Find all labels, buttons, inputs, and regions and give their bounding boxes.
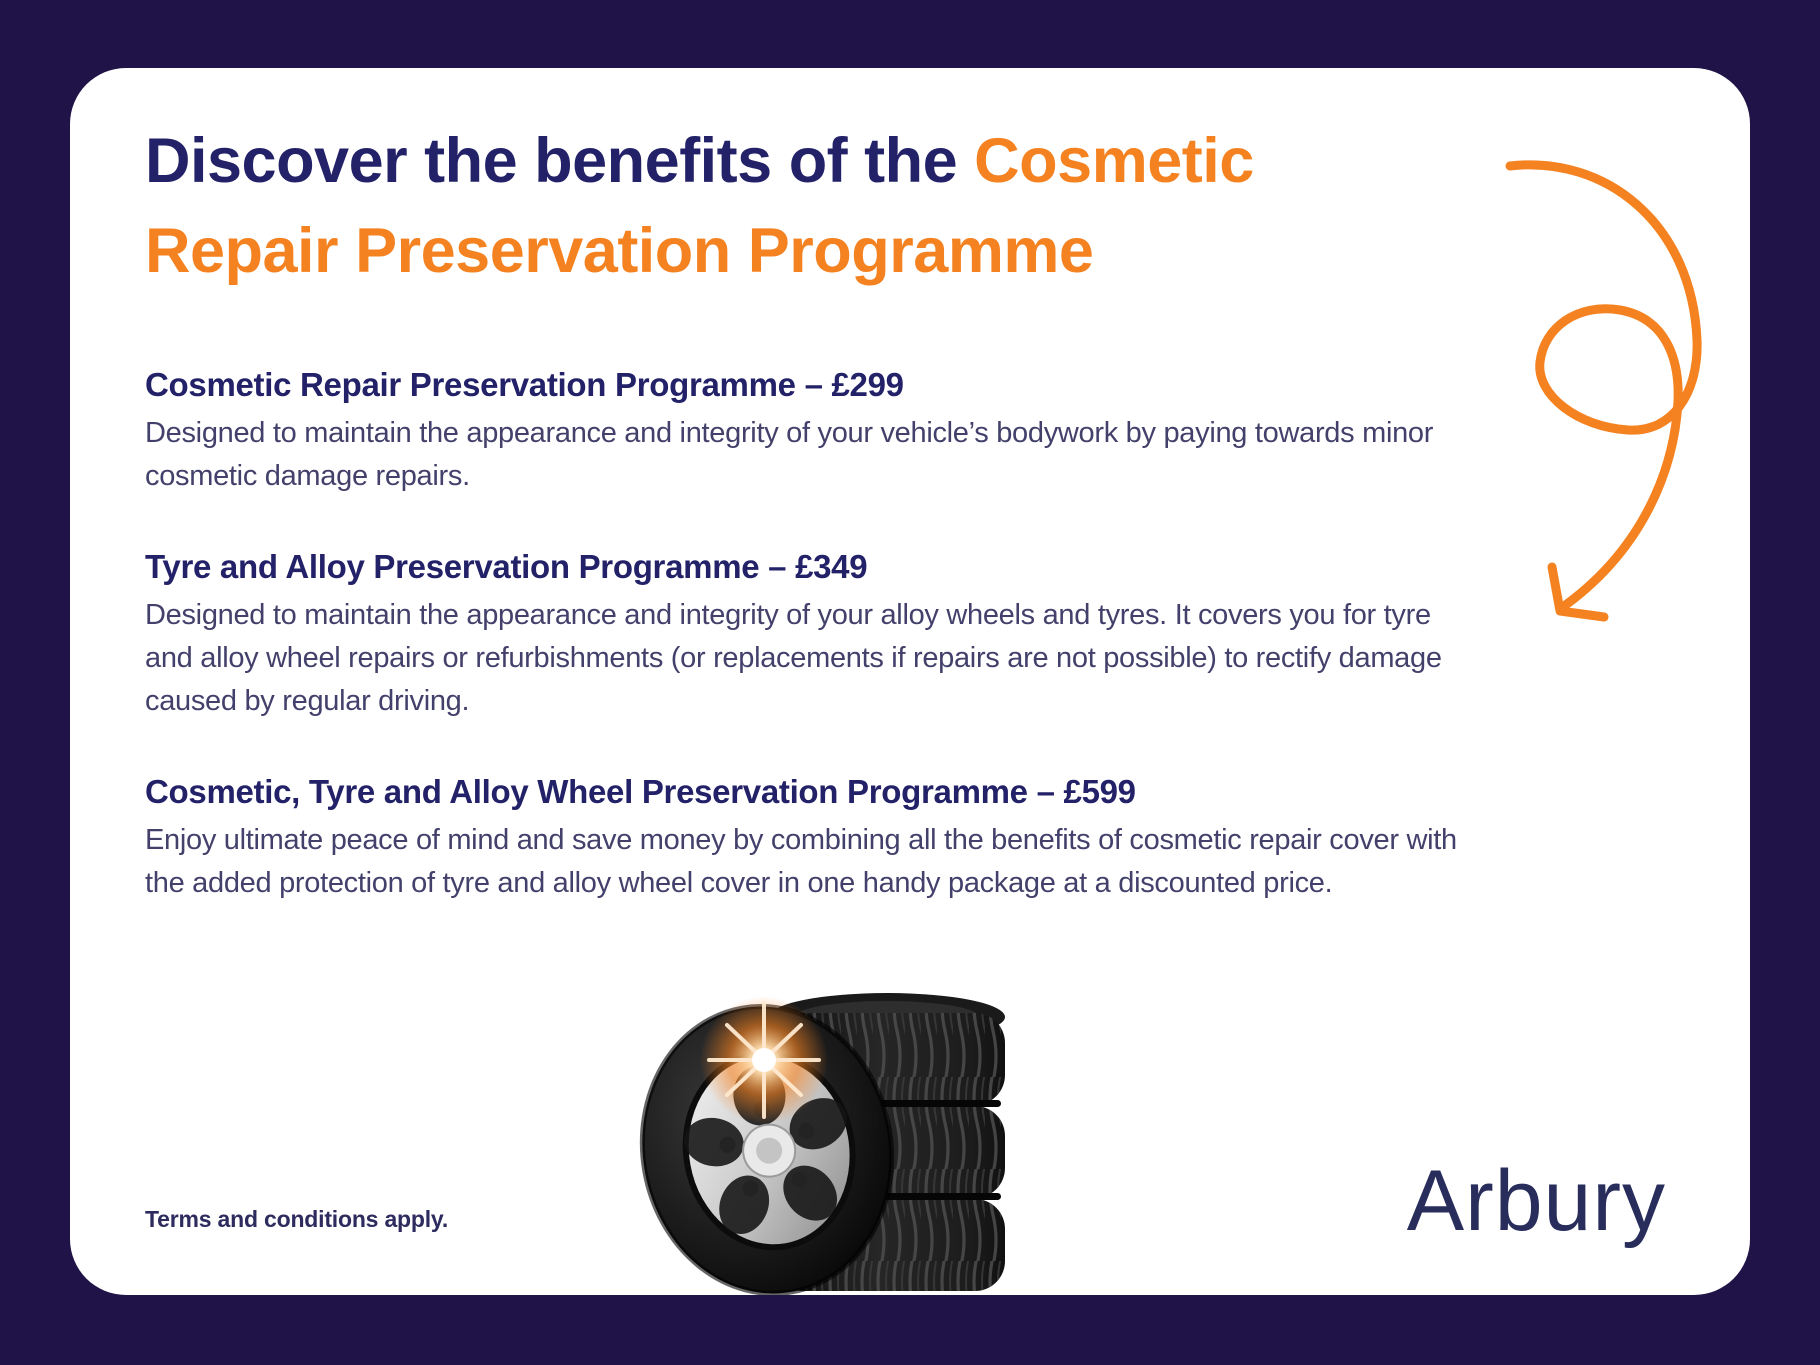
programme-title: Cosmetic, Tyre and Alloy Wheel Preservation Programme – £599 (145, 773, 1136, 810)
page-title (145, 116, 1475, 296)
sparkle-icon (700, 996, 828, 1124)
programme-title: Cosmetic Repair Preservation Programme – £299 (145, 366, 904, 403)
programme-description: Designed to maintain the appearance and integrity of your alloy wheels and tyres. It covers you for tyre and alloy wheel repairs or refurbishments (or replacements if repairs are not possible) to rectify damage caused by regular driving. (145, 599, 1442, 717)
flyer-card (70, 68, 1750, 1295)
programme-section-cosmetic (145, 366, 1475, 498)
title-line1-highlight: Cosmetic (974, 126, 1254, 196)
programme-title: Tyre and Alloy Preservation Programme – £349 (145, 548, 868, 585)
programme-section-combined (145, 773, 1475, 905)
programme-description: Enjoy ultimate peace of mind and save money by combining all the benefits of cosmetic repair cover with the added protection of tyre and alloy wheel cover in one handy package at a discounted price. (145, 824, 1457, 899)
flyer-content (145, 116, 1475, 955)
programme-section-tyre-alloy (145, 548, 1475, 723)
curly-arrow-icon (1500, 143, 1740, 643)
tyres-image (585, 985, 1015, 1295)
brand-logo: Arbury (1406, 1153, 1666, 1249)
title-line1-dark: Discover the benefits of the (145, 126, 975, 196)
title-line2-highlight: Repair Preservation Programme (145, 216, 1094, 286)
programme-description: Designed to maintain the appearance and integrity of your vehicle’s bodywork by paying towards minor cosmetic damage repairs. (145, 417, 1434, 492)
terms-note: Terms and conditions apply. (145, 1206, 449, 1232)
